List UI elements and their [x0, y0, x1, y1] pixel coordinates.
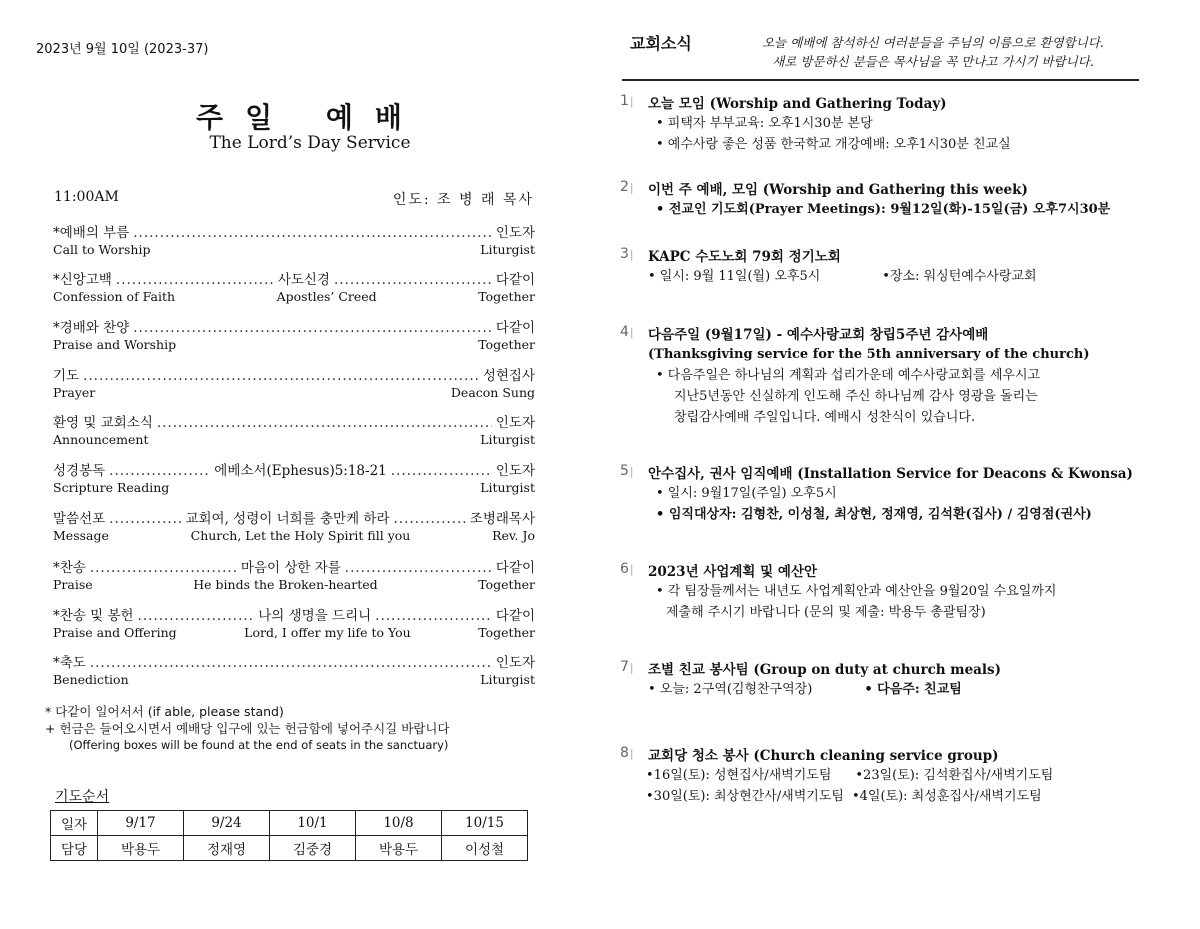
order-line-english	[53, 577, 535, 592]
news-title: 교회소식	[630, 34, 692, 53]
news-item-title: 안수집사, 권사 임직예배 (Installation Service for Deacons & Kwonsa)	[648, 466, 1133, 482]
order-content: 마음이 상한 자를	[240, 560, 341, 576]
news-item-title: 이번 주 예배, 모임 (Worship and Gathering this week)	[648, 182, 1028, 198]
order-role: 인도자	[495, 655, 535, 671]
order-line-korean	[53, 268, 535, 288]
order-role-english: Deacon Sung	[450, 385, 535, 400]
news-item-title: 다음주일 (9월17일) - 예수사랑교회 창립5주년 감사예배	[648, 327, 989, 343]
table-cell: 10/15	[442, 811, 528, 836]
table-cell: 박용두	[98, 836, 184, 861]
order-line-english	[53, 528, 535, 543]
order-part-english: Praise and Worship	[53, 337, 177, 352]
order-item	[53, 268, 535, 304]
welcome-line: 새로 방문하신 분들은 목사님을 꼭 만나고 가시기 바랍니다.	[772, 54, 1094, 69]
order-content-english	[176, 337, 478, 352]
order-role-english: Rev. Jo	[492, 528, 535, 543]
dot-leader	[109, 463, 210, 479]
order-line-korean	[53, 411, 535, 431]
order-line-english	[53, 432, 535, 447]
news-item	[620, 92, 1180, 154]
order-content-english	[148, 432, 480, 447]
order-item	[53, 316, 535, 352]
news-line: • 전교인 기도회(Prayer Meetings): 9월12일(화)-15일(금) 오후7시30분	[656, 202, 1111, 217]
order-content-english	[150, 242, 480, 257]
service-notes	[45, 703, 450, 754]
news-item-title: 2023년 사업계획 및 예산안	[648, 564, 818, 580]
order-content: 교회여, 성령이 너희를 충만케 하라	[185, 511, 390, 527]
order-line-english	[53, 242, 535, 257]
news-line: 제출해 주시기 바랍니다 (문의 및 제출: 박용두 총괄팀장)	[666, 605, 986, 620]
news-item-title: KAPC 수도노회 79회 정기노회	[648, 249, 841, 265]
news-line: 지난5년동안 신실하게 인도해 주신 하나님께 감사 영광을 돌리는	[674, 389, 1038, 404]
order-part: *찬송 및 봉헌	[53, 608, 134, 624]
table-cell: 9/24	[184, 811, 270, 836]
news-item-title: 조별 친교 봉사팀 (Group on duty at church meals)	[648, 662, 1002, 678]
table-cell: 10/8	[356, 811, 442, 836]
news-item-number: 3|	[620, 246, 634, 262]
news-item	[620, 323, 1180, 427]
order-content: 나의 생명을 드리니	[258, 608, 372, 624]
service-leader: 인도: 조 병 래 목사	[392, 192, 534, 208]
dot-leader	[345, 560, 492, 576]
dot-leader	[133, 320, 492, 336]
order-role-english: Together	[478, 625, 535, 640]
order-line-korean	[53, 316, 535, 336]
news-line: • 각 팀장들께서는 내년도 사업계획안과 예산안을 9월20일 수요일까지	[656, 584, 1057, 599]
order-part-english: Message	[53, 528, 109, 543]
order-item	[53, 221, 535, 257]
order-role: 다같이	[495, 320, 535, 336]
order-line-english	[53, 289, 535, 304]
order-item	[53, 411, 535, 447]
order-part-english: Confession of Faith	[53, 289, 176, 304]
order-part: *축도	[53, 655, 86, 671]
news-line: • 일시: 9월 11일(월) 오후5시 •장소: 워싱턴예수사랑교회	[648, 269, 1037, 284]
order-part-english: Scripture Reading	[53, 480, 170, 495]
order-content-english: Church, Let the Holy Spirit fill you	[190, 528, 411, 543]
dot-leader	[334, 272, 492, 288]
welcome-message	[718, 33, 1148, 71]
news-item-number: 4|	[620, 324, 634, 340]
dot-leader	[90, 655, 492, 671]
news-item	[620, 245, 1180, 286]
order-line-korean	[53, 507, 535, 527]
dot-leader	[109, 511, 181, 527]
news-item	[620, 744, 1180, 806]
order-item	[53, 604, 535, 640]
table-cell: 이성철	[442, 836, 528, 861]
order-role-english: Together	[478, 337, 535, 352]
news-item-number: 6|	[620, 561, 634, 577]
service-title-korean: 주일 예배	[196, 101, 424, 134]
order-line-english	[53, 625, 535, 640]
order-line-korean	[53, 221, 535, 241]
order-part-english: Announcement	[53, 432, 149, 447]
order-part-english: Benediction	[53, 672, 129, 687]
table-cell: 박용두	[356, 836, 442, 861]
order-role-english: Together	[478, 577, 535, 592]
table-cell: 10/1	[270, 811, 356, 836]
order-role: 조병래목사	[469, 511, 536, 527]
order-line-korean	[53, 651, 535, 671]
table-cell: 김중경	[270, 836, 356, 861]
service-time: 11:00AM	[54, 189, 119, 205]
order-line-korean	[53, 364, 535, 384]
order-line-korean	[53, 556, 535, 576]
welcome-line: 오늘 예배에 참석하신 여러분들을 주님의 이름으로 환영합니다.	[762, 35, 1104, 50]
order-role-english: Liturgist	[480, 480, 535, 495]
dot-leader	[394, 511, 466, 527]
news-line: •30일(토): 최상현간사/새벽기도팀 •4일(토): 최성훈집사/새벽기도팀	[646, 789, 1042, 804]
order-role-english: Liturgist	[480, 672, 535, 687]
order-role: 성현집사	[482, 368, 535, 384]
order-role: 인도자	[495, 225, 535, 241]
order-part: 성경봉독	[53, 463, 106, 479]
order-role: 인도자	[495, 415, 535, 431]
dot-leader	[90, 560, 237, 576]
order-item	[53, 651, 535, 687]
dot-leader	[83, 368, 479, 384]
prayer-schedule-title: 기도순서	[55, 789, 110, 805]
order-line-english	[53, 672, 535, 687]
news-item	[620, 462, 1180, 524]
order-item	[53, 364, 535, 400]
news-line: • 다음주일은 하나님의 계획과 섭리가운데 예수사랑교회를 세우시고	[656, 368, 1041, 383]
order-role: 다같이	[495, 608, 535, 624]
table-cell: 일자	[51, 811, 98, 836]
dot-leader	[133, 225, 492, 241]
order-item	[53, 556, 535, 592]
order-line-korean	[53, 459, 535, 479]
news-item	[620, 560, 1180, 622]
news-line: • 예수사랑 좋은 성품 한국학교 개강예배: 오후1시30분 친교실	[656, 137, 1011, 152]
order-content-english: He binds the Broken-hearted	[193, 577, 378, 592]
dot-leader	[375, 608, 492, 624]
order-part: 말씀선포	[53, 511, 106, 527]
order-content-english	[95, 385, 451, 400]
order-part: *찬송	[53, 560, 86, 576]
order-role: 다같이	[495, 560, 535, 576]
order-role: 다같이	[495, 272, 535, 288]
order-content: 사도신경	[277, 272, 330, 288]
order-item	[53, 459, 535, 495]
news-item	[620, 178, 1180, 219]
news-item-number: 1|	[620, 93, 634, 109]
dot-leader	[138, 608, 255, 624]
order-role: 인도자	[495, 463, 535, 479]
news-line: 창립감사예배 주일입니다. 예배시 성찬식이 있습니다.	[674, 410, 976, 425]
table-cell: 담당	[51, 836, 98, 861]
bulletin-date: 2023년 9월 10일 (2023-37)	[36, 42, 209, 57]
order-part-english: Praise and Offering	[53, 625, 177, 640]
note-offering-english: (Offering boxes will be found at the end of seats in the sanctuary)	[69, 738, 449, 752]
dot-leader	[157, 415, 492, 431]
table-row	[51, 836, 528, 861]
news-item-number: 2|	[620, 179, 634, 195]
news-line: • 피택자 부부교육: 오후1시30분 본당	[656, 116, 873, 131]
order-role-english: Liturgist	[480, 242, 535, 257]
news-item-title: 오늘 모임 (Worship and Gathering Today)	[648, 96, 947, 112]
order-role-english: Together	[478, 289, 535, 304]
dot-leader	[391, 463, 492, 479]
order-part-english: Call to Worship	[53, 242, 151, 257]
news-item-number: 7|	[620, 659, 634, 675]
order-part: *예배의 부름	[53, 225, 130, 241]
order-part-english: Praise	[53, 577, 93, 592]
news-line: (Thanksgiving service for the 5th anniversary of the church)	[648, 347, 1090, 362]
order-role-english: Liturgist	[480, 432, 535, 447]
note-stand: * 다같이 일어서서 (if able, please stand)	[45, 704, 284, 719]
news-line: • 일시: 9월17일(주일) 오후5시	[656, 486, 837, 501]
order-part: *경배와 찬양	[53, 320, 130, 336]
news-item-number: 5|	[620, 463, 634, 479]
news-line: • 오늘: 2구역(김형찬구역장) • 다음주: 친교팀	[648, 682, 962, 697]
order-line-english	[53, 337, 535, 352]
note-offering: + 헌금은 들어오시면서 예배당 입구에 있는 헌금함에 넣어주시길 바랍니다	[45, 721, 450, 736]
news-item	[620, 658, 1180, 699]
table-row	[51, 811, 528, 836]
order-part-english: Prayer	[53, 385, 96, 400]
order-line-english	[53, 480, 535, 495]
dot-leader	[116, 272, 274, 288]
service-title-english: The Lord’s Day Service	[209, 133, 411, 153]
order-item	[53, 507, 535, 543]
table-cell: 정재영	[184, 836, 270, 861]
order-content-english	[129, 672, 481, 687]
news-item-number: 8|	[620, 745, 634, 761]
order-content-english: Apostles’ Creed	[276, 289, 377, 304]
divider	[622, 79, 1139, 81]
table-cell: 9/17	[98, 811, 184, 836]
order-line-korean	[53, 604, 535, 624]
order-part: 환영 및 교회소식	[53, 415, 153, 431]
news-item-title: 교회당 청소 봉사 (Church cleaning service group)	[648, 748, 999, 764]
order-line-english	[53, 385, 535, 400]
prayer-schedule-table	[50, 810, 528, 861]
order-part: *신앙고백	[53, 272, 112, 288]
order-content-english	[169, 480, 480, 495]
news-line: • 임직대상자: 김형찬, 이성철, 최상현, 정재영, 김석환(집사) / 김영점(권사)	[656, 507, 1092, 522]
order-content-english: Lord, I offer my life to You	[244, 625, 411, 640]
news-line: •16일(토): 성현집사/새벽기도팀 •23일(토): 김석환집사/새벽기도팀	[646, 768, 1054, 783]
order-part: 기도	[53, 368, 80, 384]
order-content: 에베소서(Ephesus)5:18-21	[214, 463, 387, 479]
